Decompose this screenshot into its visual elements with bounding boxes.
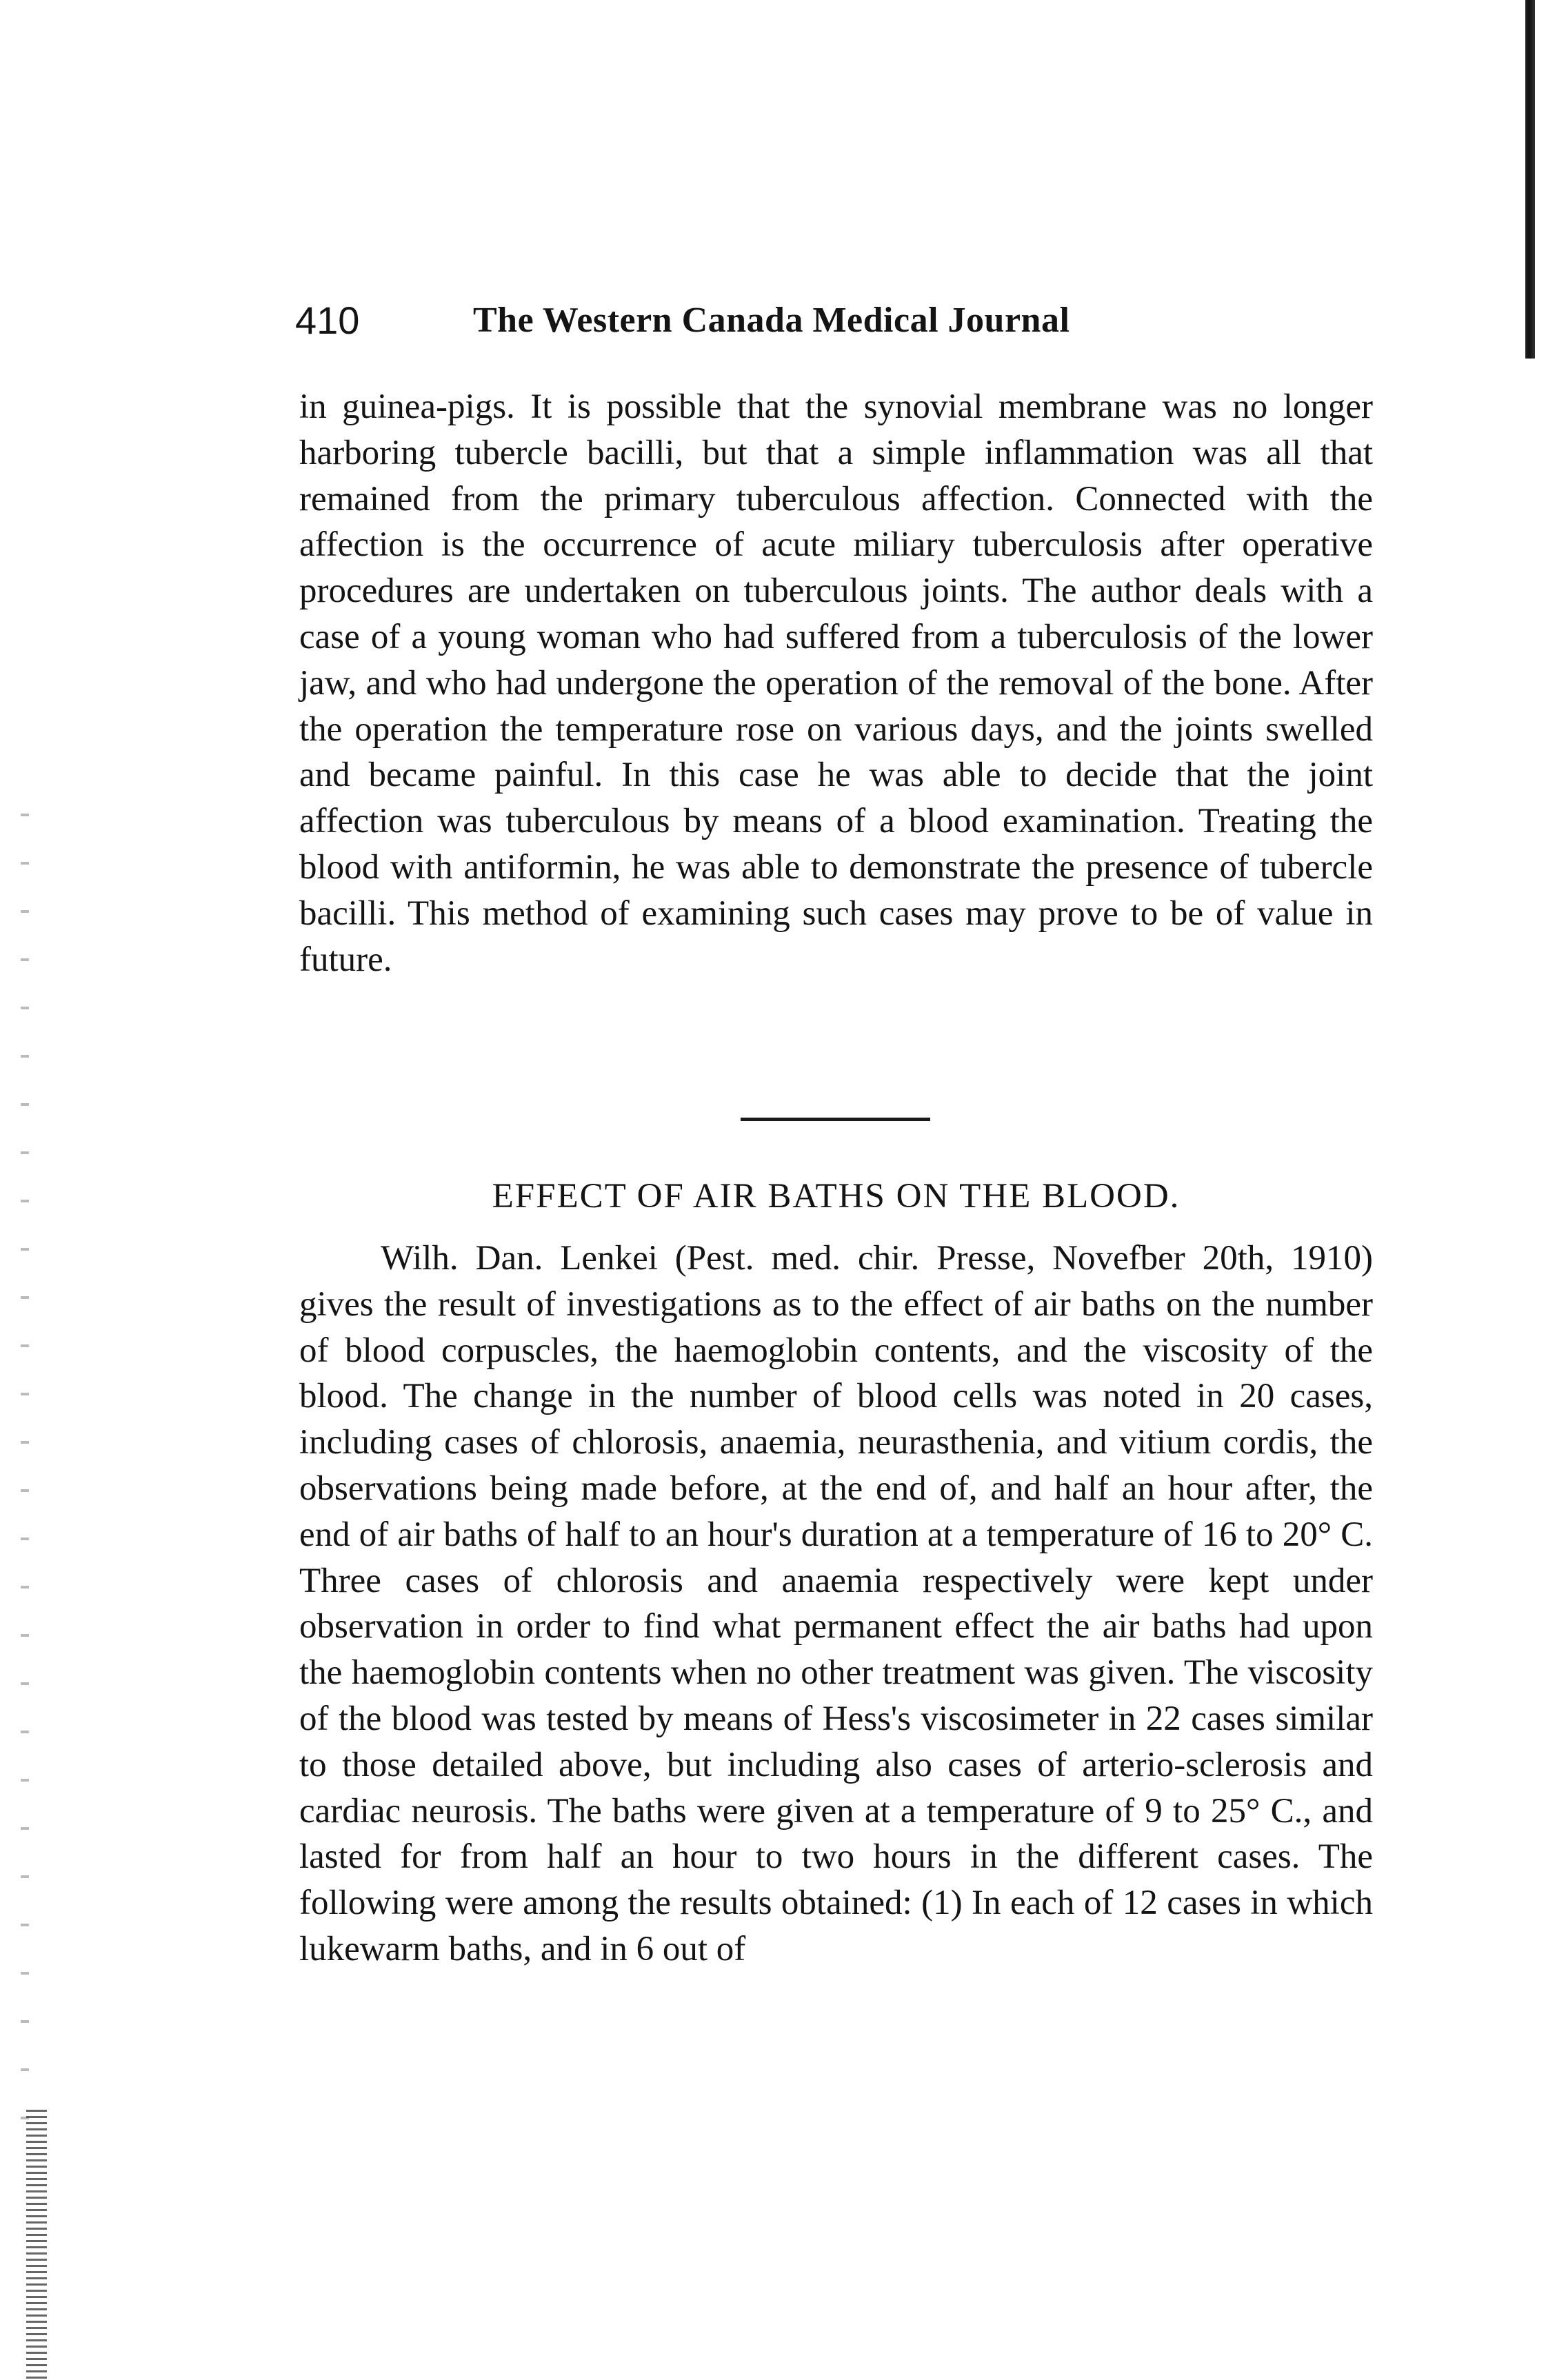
scan-binding-edge: [1525, 0, 1535, 359]
running-header: [295, 293, 1198, 348]
section-body-paragraph: Wilh. Dan. Lenkei (Pest. med. chir. Presse, Novefber 20th, 1910) gives the result of investigations as to the effect of air baths on the number of blood corpuscles, the haemoglobin contents, and the viscosity of the blood. The change in the number of blood cells was noted in 20 cases, including cases of chlorosis, anaemia, neurasthenia, and vitium cordis, the observations being made before, at the end of, and half an hour after, the end of air baths of half to an hour's duration at a temperature of 16 to 20° C. Three cases of chlorosis and anaemia respectively were kept under observation in order to find what permanent effect the air baths had upon the haemoglobin contents when no other treatment was given. The viscosity of the blood was tested by means of Hess's viscosimeter in 22 cases similar to those detailed above, but including also cases of arterio-sclerosis and cardiac neurosis. The baths were given at a temperature of 9 to 25° C., and lasted for from half an hour to two hours in the different cases. The following were among the results obtained: (1) In each of 12 cases in which lukewarm baths, and in 6 out of: [299, 1239, 1373, 1968]
page-number: 410: [295, 299, 360, 342]
article-continuation-paragraph: in guinea-pigs. It is possible that the synovial membrane was no longer harboring tubercle bacilli, but that a simple inflammation was all that remained from the primary tuberculous affection. Connected with the affection is the occurrence of acute miliary tuberculosis after operative procedures are undertaken on tuberculous joints. The author deals with a case of a young woman who had suffered from a tuberculosis of the lower jaw, and who had undergone the operation of the removal of the bone. After the operation the temperature rose on various days, and the joints swelled and became painful. In this case he was able to decide that the joint affection was tuberculous by means of a blood examination. Treating the blood with antiformin, he was able to demonstrate the presence of tubercle bacilli. This method of examining such cases may prove to be of value in future.: [299, 387, 1373, 979]
section-heading: EFFECT OF AIR BATHS ON THE BLOOD.: [492, 1177, 1181, 1216]
journal-title: The Western Canada Medical Journal: [473, 301, 1070, 340]
section-divider: [741, 1118, 930, 1121]
scan-margin-specks: [21, 814, 29, 2124]
scan-gutter-shadow: [26, 2110, 47, 2380]
